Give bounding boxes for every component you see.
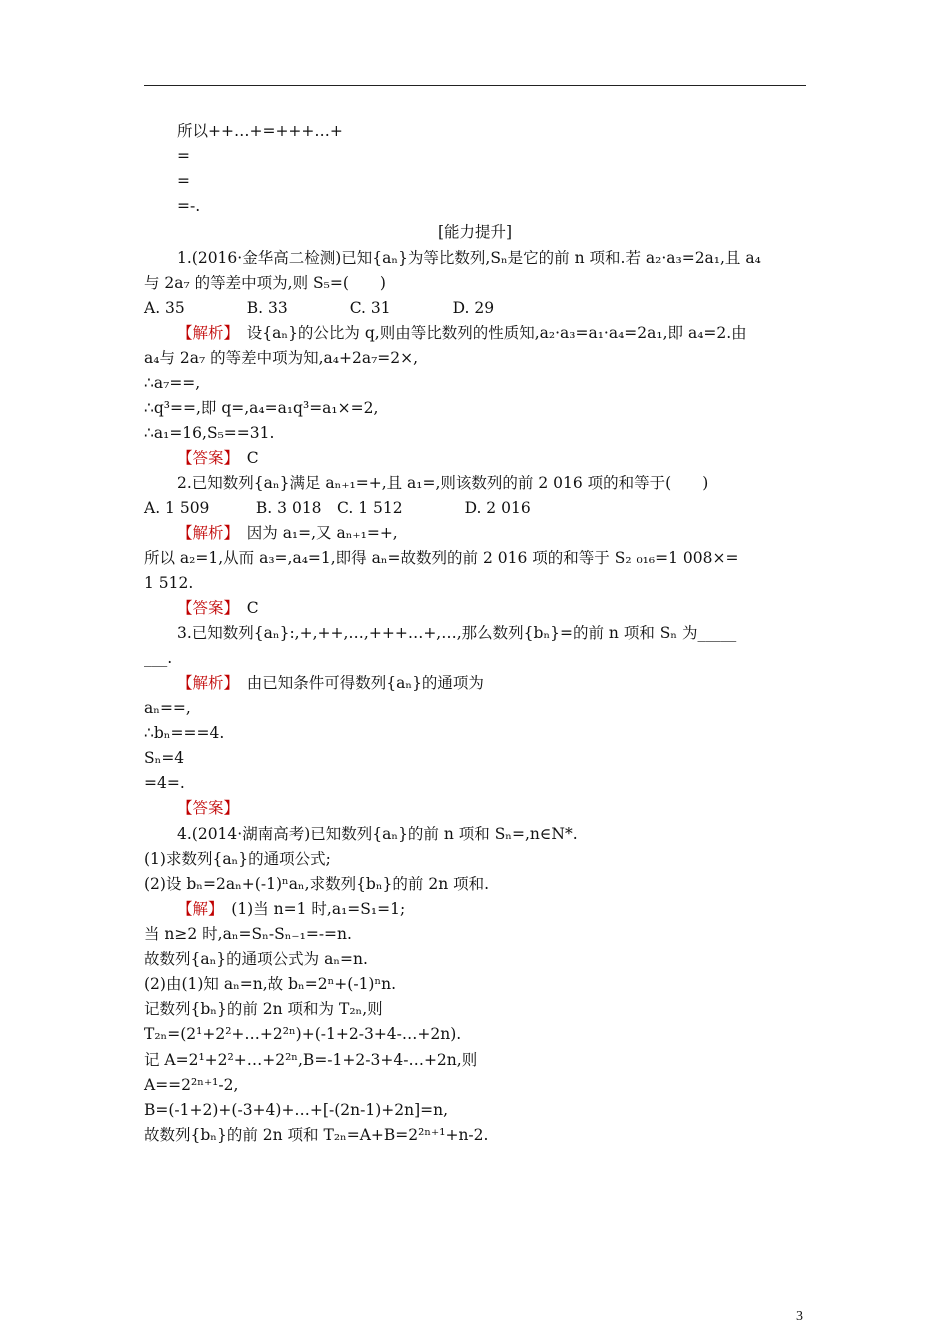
page-number: 3 (796, 1309, 803, 1324)
line-text: (2)由(1)知 aₙ=n,故 bₙ=2ⁿ+(-1)ⁿn. (144, 975, 397, 993)
line-text: 记 A=2¹+2²+…+2²ⁿ,B=-1+2-3+4-…+2n,则 (144, 1051, 478, 1069)
line-text: 与 2a₇ 的等差中项为,则 S₅=( ) (144, 274, 386, 292)
section-tag: 【解】 (177, 900, 216, 918)
line-text: 4.(2014·湖南高考)已知数列{aₙ}的前 n 项和 Sₙ=,n∈N*. (177, 825, 578, 843)
text-line (144, 748, 184, 768)
line-text: 所以++…+=+++…+ (177, 122, 343, 140)
section-tag: 【解析】 (177, 324, 232, 342)
line-text: 3.已知数列{aₙ}:,+,++,…,+++…+,…,那么数列{bₙ}=的前 n 项和 Sₙ 为_____ (177, 624, 737, 642)
labeled-line (177, 523, 398, 543)
text-line (144, 573, 193, 593)
line-text: 由已知条件可得数列{aₙ}的通项为 (231, 674, 484, 692)
line-text: =4=. (144, 774, 185, 792)
text-line (0, 222, 950, 242)
text-line (144, 849, 331, 869)
line-text: =-. (177, 197, 201, 215)
text-line (144, 1125, 488, 1145)
line-text: (1)求数列{aₙ}的通项公式; (144, 850, 331, 868)
text-line (144, 1100, 448, 1120)
line-text: 故数列{aₙ}的通项公式为 aₙ=n. (144, 950, 368, 968)
line-text: A. 1 509 B. 3 018 C. 1 512 D. 2 016 (144, 499, 531, 517)
line-text: ∴a₇==, (144, 374, 201, 392)
text-line (144, 1075, 238, 1095)
text-line (144, 723, 224, 743)
line-text: 设{aₙ}的公比为 q,则由等比数列的性质知,a₂·a₃=a₁·a₄=2a₁,即 a₄=2.由 (231, 324, 747, 342)
header-rule (144, 85, 806, 86)
line-text: ___. (144, 649, 173, 667)
text-line (144, 273, 386, 293)
text-line (144, 874, 489, 894)
line-text: 2.已知数列{aₙ}满足 aₙ₊₁=+,且 a₁=,则该数列的前 2 016 项的和等于( ) (177, 474, 709, 492)
line-text: aₙ==, (144, 699, 191, 717)
text-line (177, 171, 190, 191)
line-text: 所以 a₂=1,从而 a₃=,a₄=1,即得 aₙ=故数列的前 2 016 项的和等于 S₂ ₀₁₆=1 008×= (144, 549, 739, 567)
text-line (144, 773, 185, 793)
labeled-line (177, 448, 259, 468)
text-line (144, 648, 172, 668)
section-tag: 【解析】 (177, 674, 232, 692)
line-text: 记数列{bₙ}的前 2n 项和为 T₂ₙ,则 (144, 1000, 383, 1018)
labeled-line (177, 323, 747, 343)
text-line (144, 298, 494, 318)
line-text: T₂ₙ=(2¹+2²+…+2²ⁿ)+(-1+2-3+4-…+2n). (144, 1025, 462, 1043)
labeled-line (177, 598, 259, 618)
line-text: 1 512. (144, 574, 194, 592)
text-line (144, 1024, 461, 1044)
line-text: [能力提升] (437, 223, 513, 241)
line-text: (1)当 n=1 时,a₁=S₁=1; (215, 900, 406, 918)
text-line (144, 1050, 477, 1070)
text-line (144, 698, 191, 718)
text-line (144, 548, 738, 568)
text-line (177, 146, 190, 166)
line-text: 当 n≥2 时,aₙ=Sₙ-Sₙ₋₁=-=n. (144, 925, 352, 943)
text-line (177, 248, 761, 268)
text-line (144, 398, 378, 418)
line-text: 因为 a₁=,又 aₙ₊₁=+, (231, 524, 398, 542)
text-line (144, 999, 383, 1019)
text-line (144, 924, 352, 944)
text-line (177, 473, 708, 493)
section-tag: 【答案】 (177, 799, 240, 817)
line-text: ∴q³==,即 q=,a₄=a₁q³=a₁×=2, (144, 399, 379, 417)
labeled-line (177, 899, 405, 919)
line-text: 1.(2016·金华高二检测)已知{aₙ}为等比数列,Sₙ是它的前 n 项和.若 a₂·a₃=2a₁,且 a₄ (177, 249, 761, 267)
line-text: Sₙ=4 (144, 749, 185, 767)
text-line (177, 623, 736, 643)
text-line (144, 348, 418, 368)
line-text: C (231, 599, 259, 617)
text-line (144, 949, 368, 969)
section-tag: 【答案】 (177, 449, 232, 467)
section-tag: 【解析】 (177, 524, 232, 542)
line-text: C (231, 449, 259, 467)
text-line (177, 824, 578, 844)
line-text: 故数列{bₙ}的前 2n 项和 T₂ₙ=A+B=2²ⁿ⁺¹+n-2. (144, 1126, 489, 1144)
labeled-line (177, 798, 239, 818)
line-text: = (177, 147, 190, 165)
line-text: ∴a₁=16,S₅==31. (144, 424, 275, 442)
line-text: A==2²ⁿ⁺¹-2, (144, 1076, 239, 1094)
text-line (177, 196, 200, 216)
text-line (144, 423, 274, 443)
line-text: ∴bₙ===4. (144, 724, 225, 742)
section-tag: 【答案】 (177, 599, 232, 617)
text-line (144, 498, 531, 518)
line-text: = (177, 172, 190, 190)
line-text: B=(-1+2)+(-3+4)+…+[-(2n-1)+2n]=n, (144, 1101, 449, 1119)
text-line (144, 974, 396, 994)
line-text: (2)设 bₙ=2aₙ+(-1)ⁿaₙ,求数列{bₙ}的前 2n 项和. (144, 875, 490, 893)
line-text: A. 35 B. 33 C. 31 D. 29 (144, 299, 495, 317)
text-line (144, 373, 200, 393)
line-text: a₄与 2a₇ 的等差中项为知,a₄+2a₇=2×, (144, 349, 419, 367)
labeled-line (177, 673, 484, 693)
text-line (177, 121, 343, 141)
